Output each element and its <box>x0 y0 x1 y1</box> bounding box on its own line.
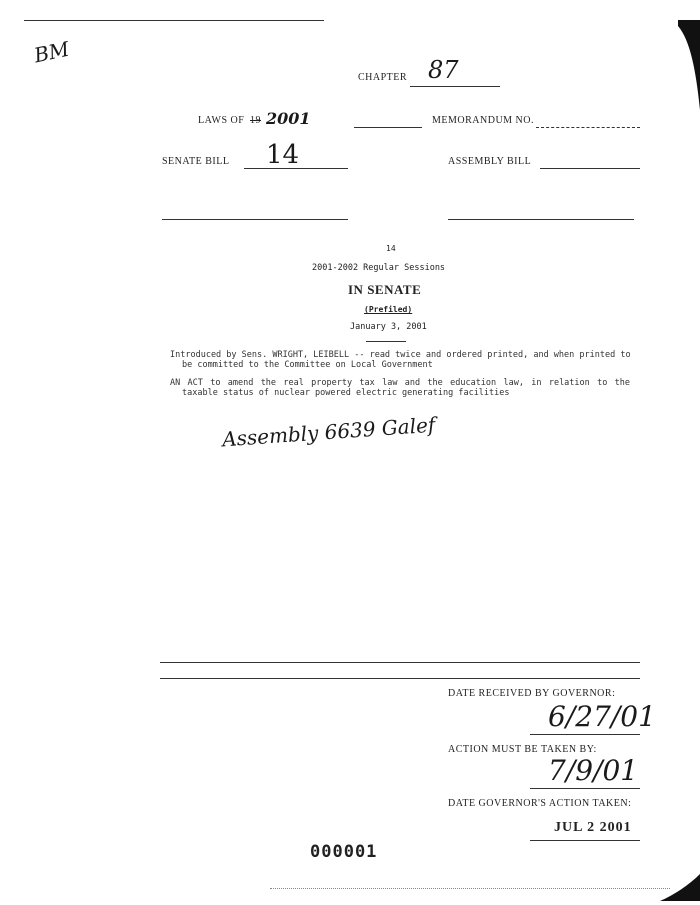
received-date: 6/27/01 <box>548 700 656 733</box>
memorandum-label: MEMORANDUM NO. <box>432 115 535 126</box>
initials-annotation: BM <box>31 36 72 68</box>
laws-struck-year: 19 <box>250 115 261 126</box>
divider-line-1 <box>160 662 640 663</box>
chamber-title: IN SENATE <box>348 282 422 297</box>
laws-blank-line <box>354 127 422 128</box>
assembly-bill-line <box>540 168 640 169</box>
action-by-label: ACTION MUST BE TAKEN BY: <box>448 744 597 755</box>
action-by-line <box>530 788 640 789</box>
chapter-label: CHAPTER <box>358 72 408 83</box>
blank-line-right <box>448 219 634 220</box>
bill-date: January 3, 2001 <box>350 322 427 332</box>
corner-mark-bottom <box>660 870 700 901</box>
memorandum-line <box>536 127 640 128</box>
laws-of-year: 2001 <box>266 109 311 128</box>
corner-mark-top <box>678 20 700 110</box>
action-taken-line <box>530 840 640 841</box>
laws-of-label: LAWS OF <box>198 115 245 126</box>
action-by-date: 7/9/01 <box>548 754 639 787</box>
bottom-scan-line <box>270 888 670 889</box>
divider-line-2 <box>160 678 640 679</box>
assembly-bill-label: ASSEMBLY BILL <box>448 156 532 167</box>
action-taken-label: DATE GOVERNOR'S ACTION TAKEN: <box>448 798 632 809</box>
date-divider <box>366 341 406 342</box>
top-border-line <box>24 20 324 21</box>
prefiled-status: (Prefiled) <box>364 305 413 314</box>
chapter-value: 87 <box>428 56 459 84</box>
received-line <box>530 734 640 735</box>
action-taken-stamp: JUL 2 2001 <box>554 820 632 835</box>
chapter-line <box>410 86 500 87</box>
blank-line-left <box>162 219 348 220</box>
assembly-handwritten-note: Assembly 6639 Galef <box>221 412 436 452</box>
introduced-paragraph: Introduced by Sens. WRIGHT, LEIBELL -- read twice and ordered printed, and when printed to be committed to the Committee on Local Government <box>170 350 631 370</box>
page-number: 000001 <box>310 842 378 862</box>
senate-bill-label: SENATE BILL <box>162 156 230 167</box>
bill-number: 14 <box>386 244 396 253</box>
session-title: 2001-2002 Regular Sessions <box>312 263 446 273</box>
received-label: DATE RECEIVED BY GOVERNOR: <box>448 688 616 699</box>
senate-bill-value: 14 <box>266 140 300 170</box>
act-paragraph: AN ACT to amend the real property tax law and the education law, in relation to the taxable status of nuclear powered electric generating facilities <box>170 378 630 398</box>
